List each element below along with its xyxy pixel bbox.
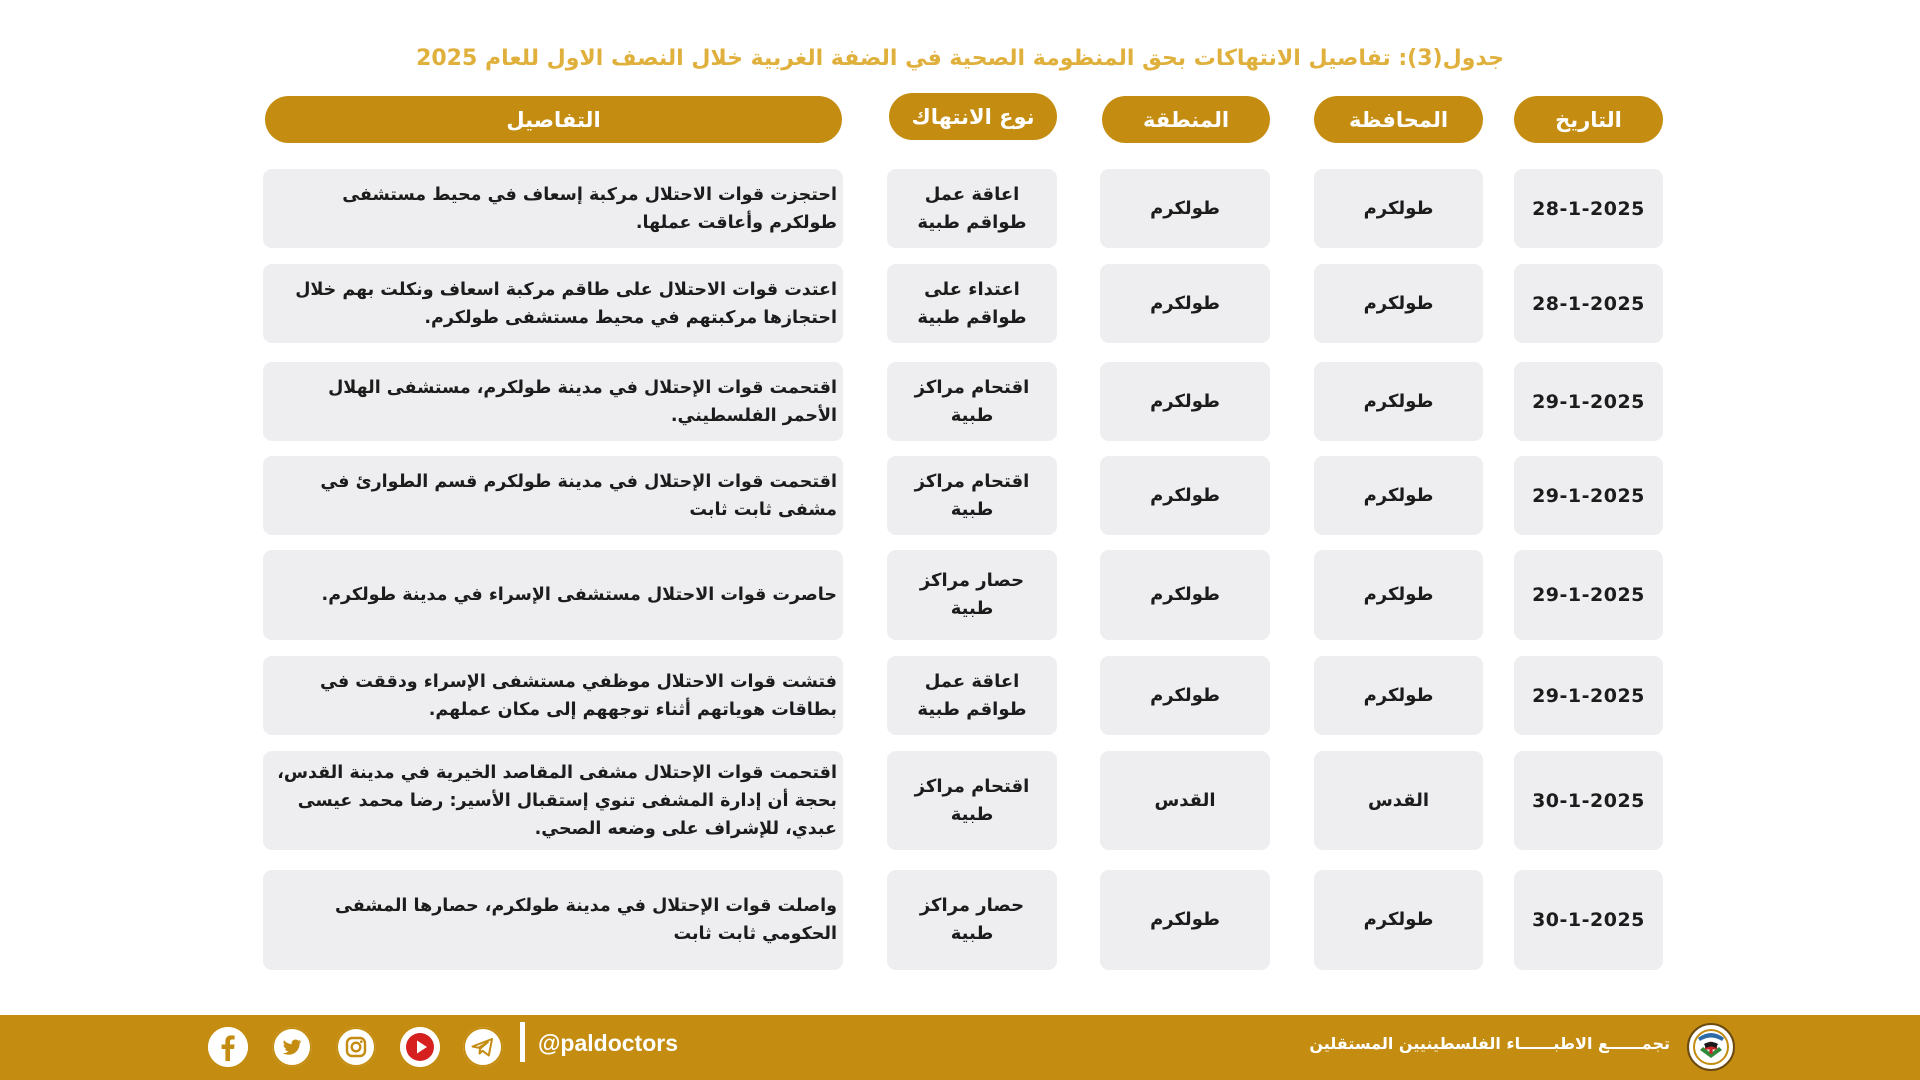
details-cell: واصلت قوات الإحتلال في مدينة طولكرم، حصارها المشفى الحكومي ثابت ثابت [263,870,843,970]
date-cell: 28-1-2025 [1514,169,1663,248]
header-governorate: المحافظة [1314,96,1483,143]
details-cell: اقتحمت قوات الإحتلال في مدينة طولكرم، مستشفى الهلال الأحمر الفلسطيني. [263,362,843,441]
details-cell: اعتدت قوات الاحتلال على طاقم مركبة اسعاف ونكلت بهم خلال احتجازها مركبتهم في محيط مستشفى طولكرم. [263,264,843,343]
date-cell: 29-1-2025 [1514,656,1663,735]
date-cell: 29-1-2025 [1514,362,1663,441]
violation-type-cell: اعتداء على طواقم طبية [887,264,1057,343]
area-cell: طولكرم [1100,456,1270,535]
governorate-cell: طولكرم [1314,656,1483,735]
header-date: التاريخ [1514,96,1663,143]
organization-name: تجمــــــع الاطبــــــاء الفلسطينيين المستقلين [1309,1034,1670,1053]
date-cell: 30-1-2025 [1514,751,1663,850]
header-details: التفاصيل [265,96,842,143]
organization-logo-icon [1686,1022,1736,1072]
violation-type-cell: اقتحام مراكز طبية [887,362,1057,441]
header-violation-type: نوع الانتهاك [889,93,1057,140]
violation-type-cell: اعاقة عمل طواقم طبية [887,169,1057,248]
violation-type-cell: حصار مراكز طبية [887,550,1057,640]
area-cell: طولكرم [1100,870,1270,970]
details-cell: اقتحمت قوات الإحتلال في مدينة طولكرم قسم الطوارئ في مشفى ثابت ثابت [263,456,843,535]
table-title: جدول(3): تفاصيل الانتهاكات بحق المنظومة الصحية في الضفة الغربية خلال النصف الاول للعام 2025 [416,46,1504,71]
instagram-icon[interactable] [336,1027,376,1067]
violation-type-cell: حصار مراكز طبية [887,870,1057,970]
footer-divider [520,1022,525,1062]
date-cell: 28-1-2025 [1514,264,1663,343]
governorate-cell: طولكرم [1314,456,1483,535]
governorate-cell: طولكرم [1314,870,1483,970]
date-cell: 30-1-2025 [1514,870,1663,970]
violation-type-cell: اقتحام مراكز طبية [887,751,1057,850]
details-cell: حاصرت قوات الاحتلال مستشفى الإسراء في مدينة طولكرم. [263,550,843,640]
governorate-cell: طولكرم [1314,264,1483,343]
governorate-cell: طولكرم [1314,362,1483,441]
facebook-icon[interactable] [208,1027,248,1067]
governorate-cell: طولكرم [1314,169,1483,248]
violation-type-cell: اقتحام مراكز طبية [887,456,1057,535]
governorate-cell: القدس [1314,751,1483,850]
date-cell: 29-1-2025 [1514,550,1663,640]
area-cell: طولكرم [1100,362,1270,441]
area-cell: طولكرم [1100,169,1270,248]
governorate-cell: طولكرم [1314,550,1483,640]
telegram-icon[interactable] [463,1027,503,1067]
details-cell: احتجزت قوات الاحتلال مركبة إسعاف في محيط مستشفى طولكرم وأعاقت عملها. [263,169,843,248]
area-cell: طولكرم [1100,656,1270,735]
date-cell: 29-1-2025 [1514,456,1663,535]
youtube-icon[interactable] [400,1027,440,1067]
area-cell: طولكرم [1100,264,1270,343]
violation-type-cell: اعاقة عمل طواقم طبية [887,656,1057,735]
area-cell: طولكرم [1100,550,1270,640]
header-area: المنطقة [1102,96,1270,143]
social-handle[interactable]: @paldoctors [538,1030,678,1056]
details-cell: فتشت قوات الاحتلال موظفي مستشفى الإسراء ودققت في بطاقات هوياتهم أثناء توجههم إلى مكان عملهم. [263,656,843,735]
area-cell: القدس [1100,751,1270,850]
details-cell: اقتحمت قوات الإحتلال مشفى المقاصد الخيرية في مدينة القدس، بحجة أن إدارة المشفى تنوي إستقبال الأسير: رضا محمد عيسى عبدي، للإشراف على وضعه الصحي. [263,751,843,850]
twitter-icon[interactable] [272,1027,312,1067]
